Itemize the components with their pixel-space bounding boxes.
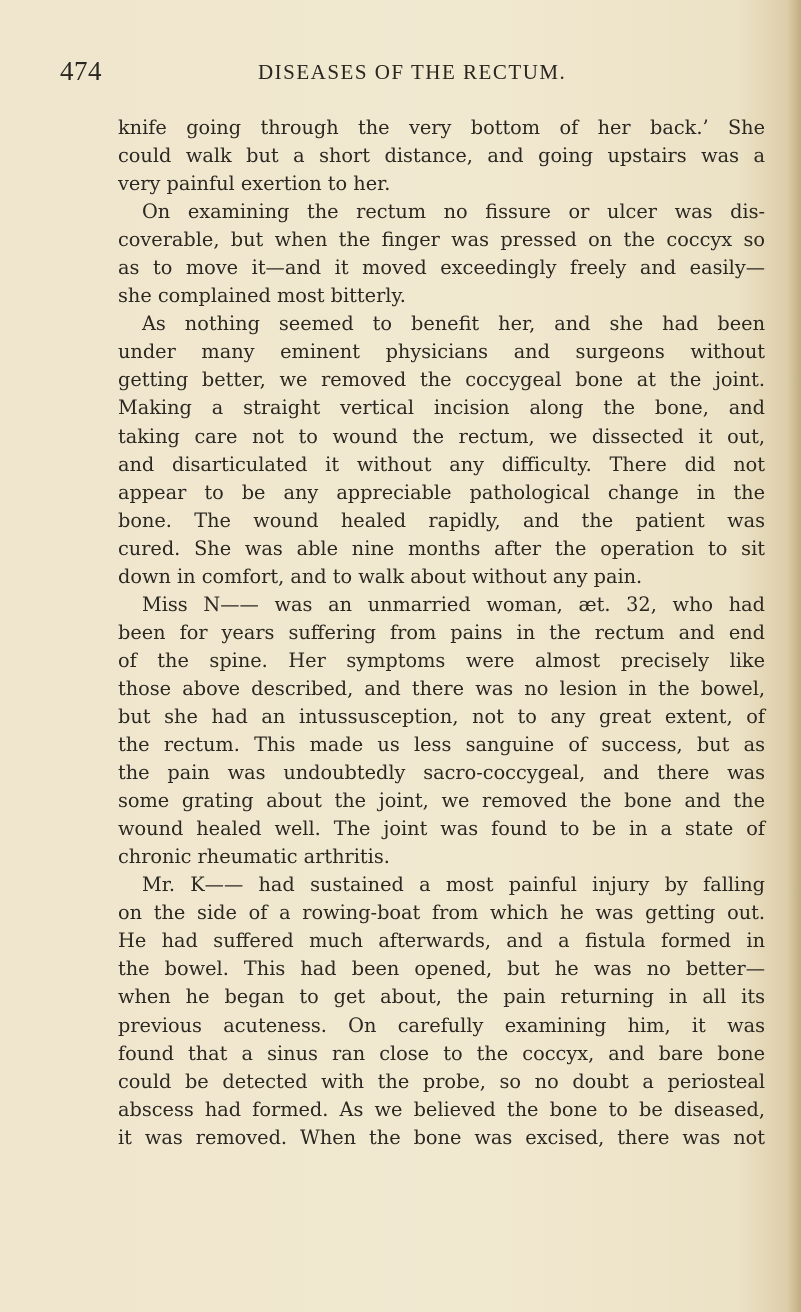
text-line: when he began to get about, the pain returning in all its xyxy=(118,985,765,1009)
text-line: abscess had formed. As we believed the bone to be diseased, xyxy=(118,1097,765,1121)
text-line: some grating about the joint, we removed the bone and the xyxy=(118,789,765,813)
body-text xyxy=(118,114,765,1152)
text-line: He had suffered much afterwards, and a fistula formed in xyxy=(118,929,765,953)
text-line: been for years suffering from pains in the rectum and end xyxy=(118,620,765,644)
text-line: the pain was undoubtedly sacro-coccygeal, and there was xyxy=(118,761,765,785)
text-line: On examining the rectum no fissure or ulcer was dis- xyxy=(142,200,765,224)
text-line: chronic rheumatic arthritis. xyxy=(118,845,390,869)
text-line: as to move it—and it moved exceedingly freely and easily— xyxy=(118,256,765,280)
text-line: the bowel. This had been opened, but he was no better— xyxy=(118,957,765,981)
text-line: Mr. K—— had sustained a most painful injury by falling xyxy=(142,873,765,897)
text-line: under many eminent physicians and surgeons without xyxy=(118,340,765,364)
page-number: 474 xyxy=(60,56,102,86)
text-line: on the side of a rowing-boat from which he was getting out. xyxy=(118,901,765,925)
running-head xyxy=(60,56,760,96)
text-line: cured. She was able nine months after the operation to sit xyxy=(118,536,765,560)
page-edge-shadow xyxy=(787,0,801,1312)
text-line: very painful exertion to her. xyxy=(118,172,391,196)
text-line: getting better, we removed the coccygeal bone at the joint. xyxy=(118,368,765,392)
text-line: she complained most bitterly. xyxy=(118,284,406,308)
text-line: As nothing seemed to benefit her, and she had been xyxy=(142,312,765,336)
text-line: down in comfort, and to walk about without any pain. xyxy=(118,564,643,588)
text-line: knife going through the very bottom of her back.’ She xyxy=(118,116,765,139)
text-line: appear to be any appreciable pathological change in the xyxy=(118,480,765,504)
text-line: it was removed. When the bone was excised, there was not xyxy=(118,1125,765,1149)
text-line: Miss N—— was an unmarried woman, æt. 32, who had xyxy=(142,592,765,616)
running-title: DISEASES OF THE RECTUM. xyxy=(258,60,567,84)
text-line: could walk but a short distance, and going upstairs was a xyxy=(118,144,765,168)
text-line: could be detected with the probe, so no doubt a periosteal xyxy=(118,1069,765,1093)
text-line: those above described, and there was no lesion in the bowel, xyxy=(118,676,765,700)
text-line: found that a sinus ran close to the coccyx, and bare bone xyxy=(118,1041,765,1065)
text-line: and disarticulated it without any difficulty. There did not xyxy=(118,452,765,476)
text-line: the rectum. This made us less sanguine of success, but as xyxy=(118,733,765,757)
text-line: Making a straight vertical incision along the bone, and xyxy=(118,396,765,420)
text-line: previous acuteness. On carefully examining him, it was xyxy=(118,1013,765,1037)
text-line: but she had an intussusception, not to any great extent, of xyxy=(118,704,765,728)
text-line: taking care not to wound the rectum, we dissected it out, xyxy=(118,424,765,448)
text-line: coverable, but when the finger was pressed on the coccyx so xyxy=(118,228,765,252)
text-line: wound healed well. The joint was found to be in a state of xyxy=(118,817,765,841)
text-line: bone. The wound healed rapidly, and the patient was xyxy=(118,508,765,532)
text-line: of the spine. Her symptoms were almost precisely like xyxy=(118,648,765,672)
